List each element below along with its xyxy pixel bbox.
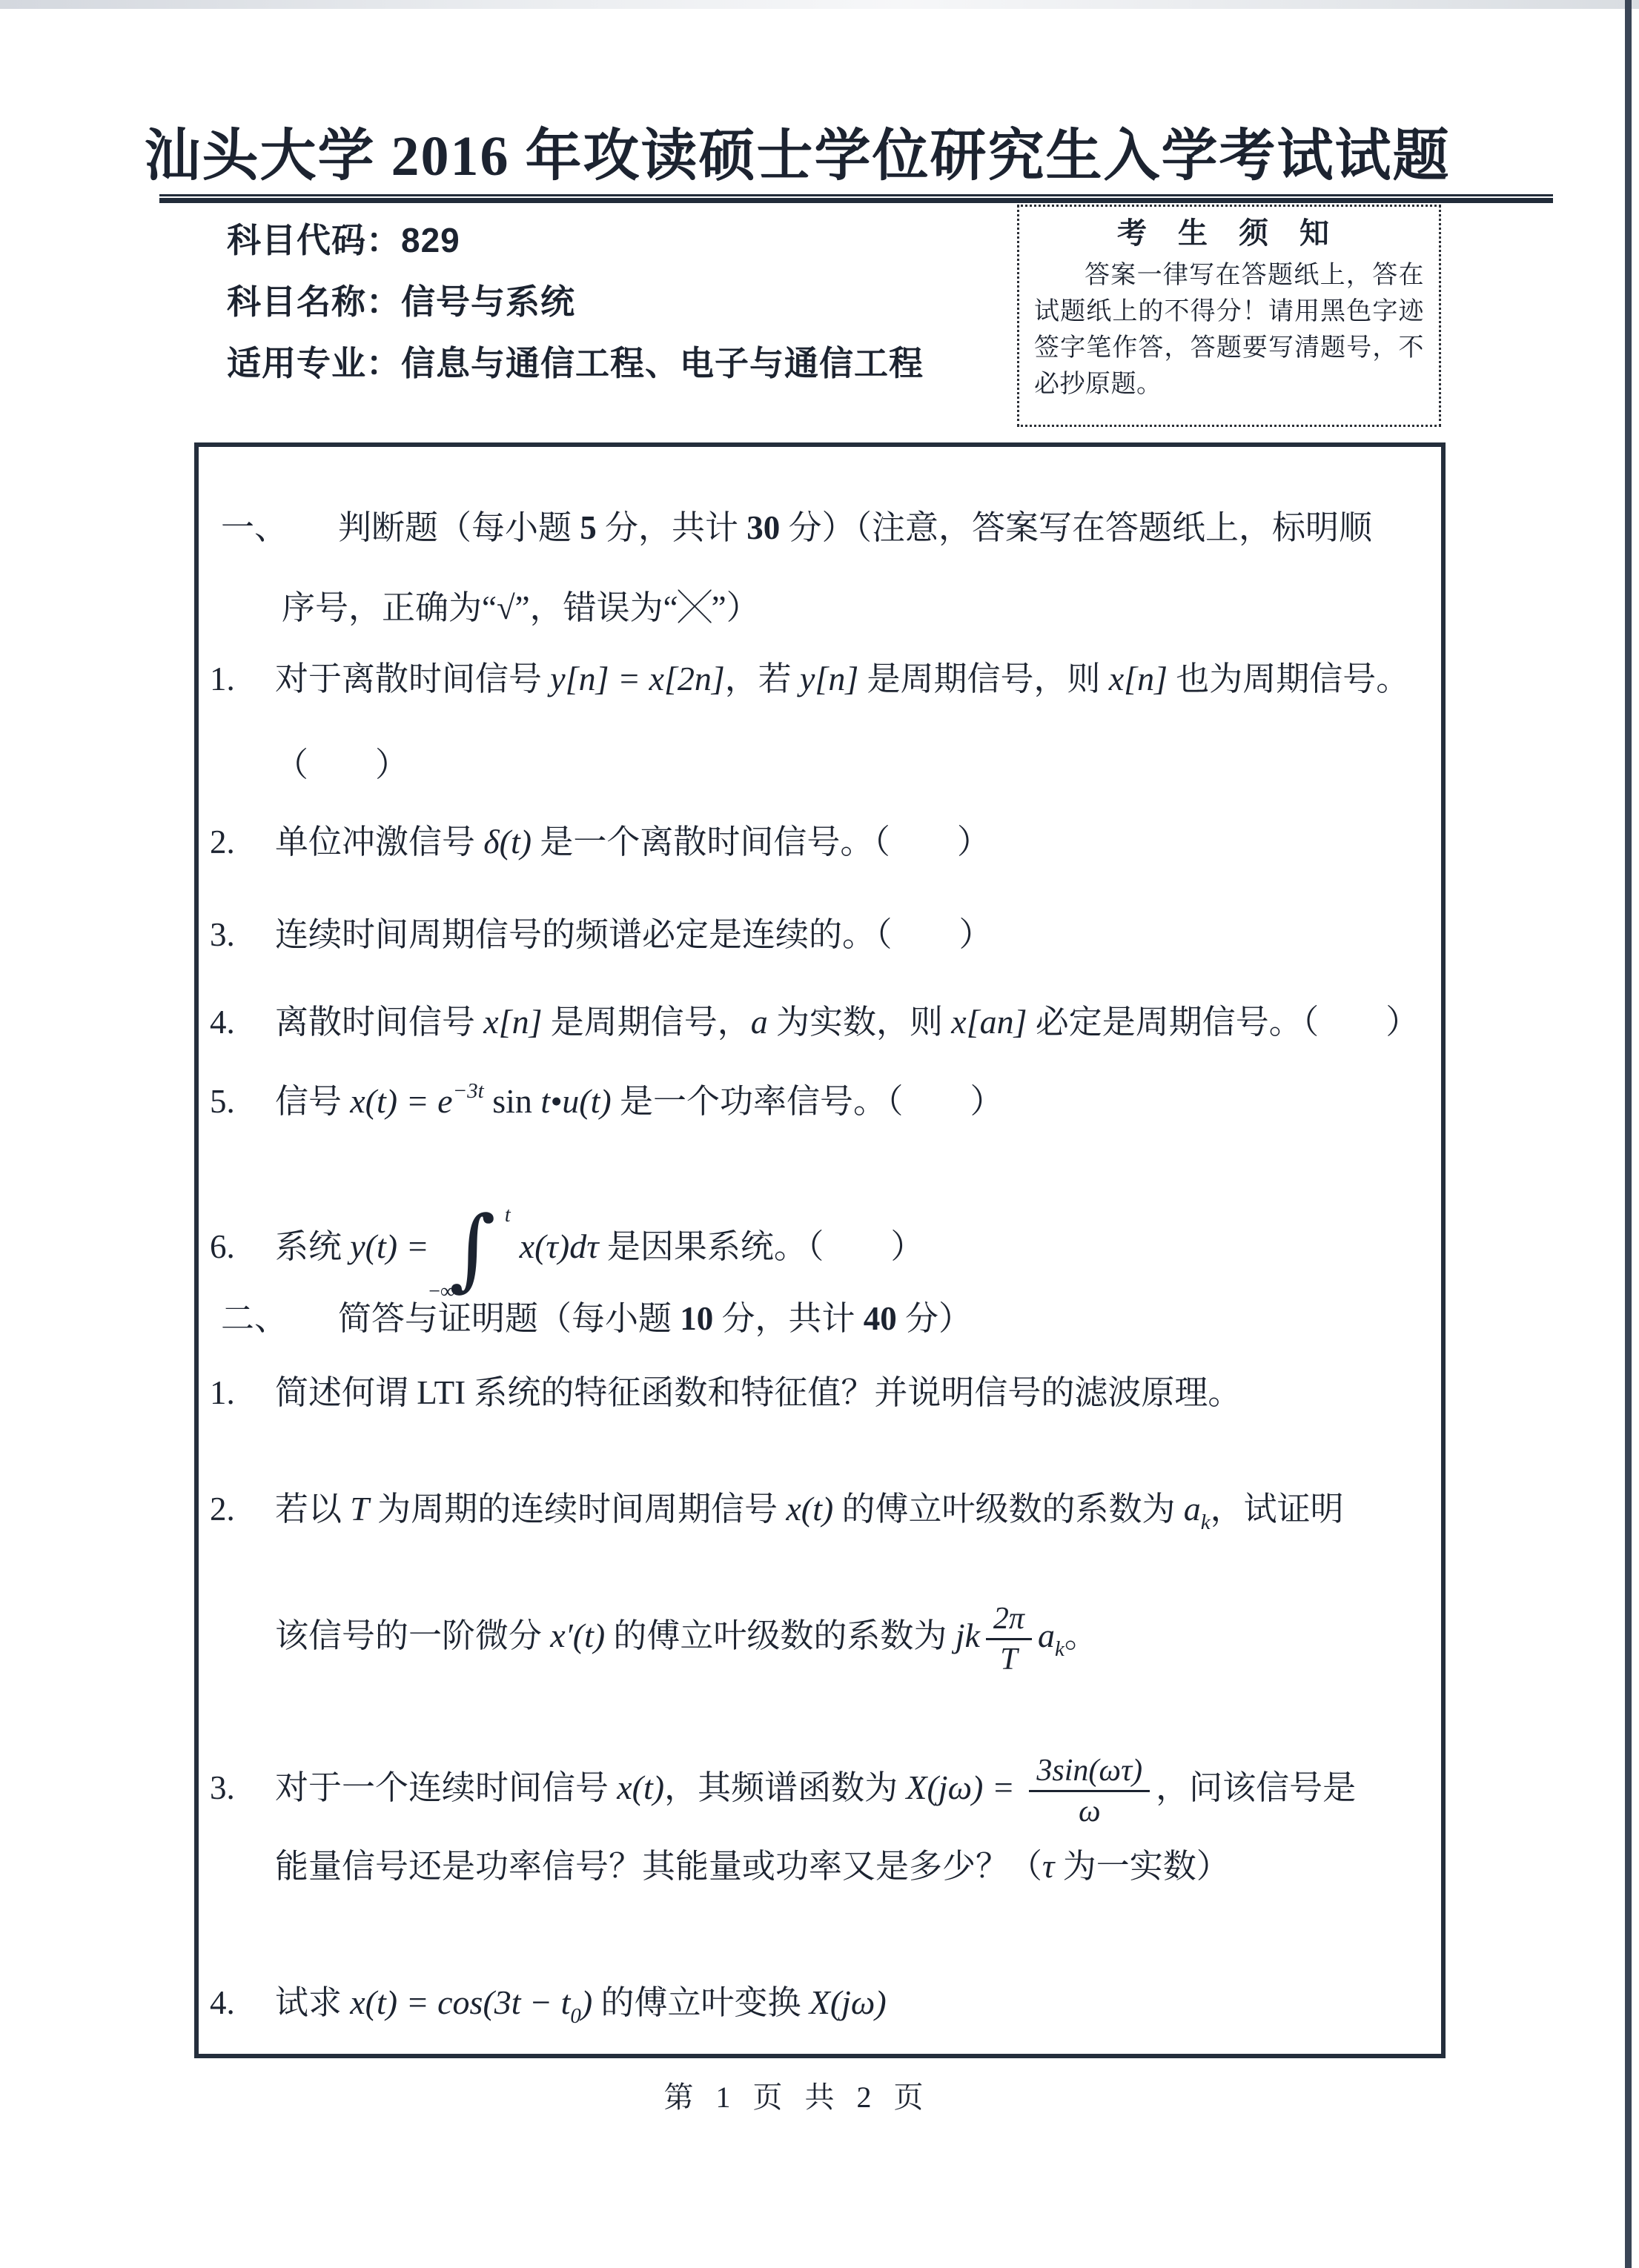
- section2-heading-b: 分，共计: [713, 1300, 864, 1337]
- q1-text-d: 也为周期信号。: [1168, 660, 1410, 697]
- q4-formula-1: x[n]: [483, 1003, 543, 1041]
- integral-lower-limit: −∞: [428, 1280, 455, 1303]
- section2-marker: 二、: [221, 1300, 288, 1337]
- s1-question-3: [199, 912, 1428, 958]
- q1-formula-1: y[n] = x[2n]: [550, 660, 725, 697]
- page-title: 汕头大学 2016 年攻读硕士学位研究生入学考试试题: [144, 125, 1451, 188]
- q6-formula-lhs: y(t) =: [350, 1227, 438, 1265]
- q4-text-a: 离散时间信号: [275, 1004, 484, 1041]
- integral-symbol: [428, 1198, 511, 1303]
- s2q3-tau: τ: [1042, 1847, 1055, 1885]
- s1-question-4: [199, 999, 1428, 1045]
- s2-question-4: [199, 1980, 1428, 2030]
- section1-heading-line2: 序号，正确为“√”，错误为“╳”）: [282, 589, 760, 626]
- title-underline: [159, 194, 1553, 203]
- q5-sin-operator: sin: [483, 1082, 541, 1120]
- q6-text-a: 系统: [275, 1227, 351, 1265]
- integral-upper-limit: t: [504, 1204, 511, 1227]
- integral-glyph: ∫: [449, 1198, 496, 1301]
- fraction-denominator: T: [1000, 1642, 1018, 1677]
- s2q3-spectrum-lhs: X(jω) =: [906, 1768, 1024, 1807]
- section2-points-per-item: 10: [680, 1300, 714, 1337]
- q1-text-c: 是周期信号，则: [858, 660, 1109, 697]
- subject-name-value: 信号与系统: [401, 282, 575, 321]
- question-number: 5.: [210, 1083, 235, 1120]
- subject-name-label: 科目名称：: [227, 282, 401, 321]
- scan-artifact-right-edge: [1625, 0, 1632, 2268]
- section1-heading-a: 判断题（每小题: [338, 509, 580, 546]
- s1-question-6: [199, 1198, 1428, 1303]
- q3-text-a: 连续时间周期信号的频谱必定是连续的。（ ）: [275, 916, 993, 953]
- question-number: 3.: [210, 916, 235, 953]
- q6-text-b: 是因果系统。（ ）: [598, 1227, 924, 1265]
- fraction-2pi-over-T: [986, 1601, 1032, 1678]
- s2q4-close-paren: ): [580, 1983, 593, 2021]
- page-number: 第 1 页 共 2 页: [663, 2080, 931, 2114]
- s2q2-coef-a2: a: [1037, 1617, 1055, 1655]
- q1-formula-3: x[n]: [1108, 660, 1168, 697]
- question-number: 6.: [210, 1227, 235, 1265]
- s2-question-3-line1: [199, 1753, 1428, 1830]
- s2q2-coef-a: a: [1183, 1490, 1201, 1528]
- section2-heading: [199, 1296, 1428, 1342]
- q4-text-c: 为实数，则: [767, 1004, 952, 1041]
- s2q2-formula-xt: x(t): [786, 1490, 834, 1528]
- majors-row: [227, 342, 924, 384]
- s1-question-2: [199, 819, 1428, 865]
- s2-question-2-line2: [199, 1601, 1428, 1678]
- fraction-numerator: 3sin(ωτ): [1029, 1753, 1150, 1792]
- s2q2-jk: jk: [955, 1617, 980, 1655]
- s2q3-text-a: 对于一个连续时间信号: [275, 1769, 617, 1807]
- s2q2-text-c: 的傅立叶级数的系数为: [833, 1491, 1184, 1528]
- question-number: 4.: [210, 1004, 235, 1041]
- question-number: 2.: [210, 1491, 235, 1528]
- q5-text-a: 信号: [275, 1083, 351, 1120]
- s2q3-formula-xt: x(t): [617, 1768, 665, 1807]
- q5-formula-base: x(t) = e: [350, 1082, 453, 1120]
- majors-value: 信息与通信工程、电子与通信工程: [401, 344, 924, 382]
- s2q2-text-g: 。: [1064, 1617, 1098, 1655]
- q1-formula-2: y[n]: [800, 660, 859, 697]
- s2-question-3-line2: [199, 1843, 1428, 1889]
- s2q4-Xjw: X(jω): [809, 1983, 887, 2021]
- s2q4-text-b: 的傅立叶变换: [592, 1984, 809, 2021]
- subject-code-value: 829: [401, 221, 460, 259]
- q5-exponent: −3t: [452, 1079, 484, 1103]
- section1-points-per-item: 5: [580, 509, 597, 546]
- q5-formula-tail: t•u(t): [540, 1082, 612, 1120]
- s2q2-text-b: 为周期的连续时间周期信号: [368, 1491, 787, 1528]
- fraction-denominator: ω: [1078, 1794, 1101, 1829]
- s2q1-text: 简述何谓 LTI 系统的特征函数和特征值？并说明信号的滤波原理。: [275, 1374, 1242, 1411]
- section1-total-points: 30: [746, 509, 781, 546]
- s2q2-coef-a2-sub: k: [1054, 1637, 1064, 1662]
- subject-code-row: [227, 219, 460, 261]
- s2q2-formula-T: T: [350, 1490, 369, 1528]
- q4-formula-3: x[an]: [951, 1003, 1027, 1041]
- s2q2-text-e: 该信号的一阶微分: [275, 1617, 551, 1655]
- q2-text-a: 单位冲激信号: [275, 823, 484, 861]
- q1-answer-blank: （ ）: [275, 746, 409, 783]
- subject-name-row: [227, 281, 575, 322]
- notice-box: [1017, 205, 1441, 427]
- q5-text-b: 是一个功率信号。（ ）: [611, 1083, 1004, 1120]
- section1-heading-text: [338, 509, 1372, 546]
- question-number: 2.: [210, 823, 235, 861]
- q1-text-b: ，若: [724, 660, 801, 697]
- section2-heading-a: 简答与证明题（每小题: [338, 1300, 681, 1337]
- question-number: 3.: [210, 1769, 235, 1807]
- s2q3-text-b: ，其频谱函数为: [664, 1769, 907, 1807]
- s1-question-1: [199, 656, 1428, 702]
- q6-integrand: x(τ)dτ: [519, 1227, 599, 1265]
- subject-code-label: 科目代码：: [227, 221, 401, 259]
- question-number: 1.: [210, 1374, 235, 1411]
- q2-text-b: 是一个离散时间信号。（ ）: [532, 823, 990, 861]
- fraction-3sin-over-omega: [1029, 1753, 1150, 1830]
- s2q2-text-d: ，试证明: [1210, 1491, 1344, 1528]
- section2-heading-text: [338, 1300, 972, 1337]
- s2q2-derivative: x′(t): [550, 1617, 606, 1655]
- q2-formula-1: δ(t): [483, 823, 532, 861]
- q4-formula-2: a: [750, 1003, 768, 1041]
- s2q4-t0-sub: 0: [570, 2004, 581, 2028]
- notice-body: 答案一律写在答题纸上，答在试题纸上的不得分！请用黑色字迹签字笔作答，答题要写清题号，不必抄原题。: [1034, 262, 1424, 398]
- scan-artifact-top: [0, 0, 1639, 9]
- section1-heading: [199, 505, 1428, 551]
- fraction-numerator: 2π: [986, 1601, 1032, 1640]
- question-box: [194, 442, 1446, 2058]
- section2-total-points: 40: [863, 1300, 897, 1337]
- s2q3-text-c: ，问该信号是: [1156, 1769, 1357, 1807]
- section2-heading-c: 分）: [896, 1300, 973, 1337]
- s2-question-2-line1: [199, 1486, 1428, 1536]
- q4-text-b: 是周期信号，: [542, 1004, 751, 1041]
- s2q3-text-d: 能量信号还是功率信号？其能量或功率又是多少？（: [275, 1848, 1043, 1885]
- s2q2-text-f: 的傅立叶级数的系数为: [605, 1617, 956, 1655]
- question-number: 4.: [210, 1984, 235, 2021]
- s2q2-text-a: 若以: [275, 1491, 351, 1528]
- q1-text-a: 对于离散时间信号: [275, 660, 551, 697]
- section1-heading-c: 分）（注意，答案写在答题纸上，标明顺: [780, 509, 1373, 546]
- s2q4-cos-formula: x(t) = cos(3t − t: [350, 1983, 571, 2021]
- majors-label: 适用专业：: [227, 344, 401, 382]
- q4-text-d: 必定是周期信号。（ ）: [1027, 1004, 1420, 1041]
- section1-marker: 一、: [221, 509, 288, 546]
- notice-title: 考 生 须 知: [1117, 216, 1341, 250]
- section1-heading-b: 分，共计: [596, 509, 747, 546]
- s2q2-coef-a-sub: k: [1200, 1511, 1211, 1534]
- s2q3-text-e: 为一实数）: [1054, 1848, 1230, 1885]
- s1-question-5: [199, 1078, 1428, 1129]
- question-number: 1.: [210, 660, 235, 697]
- s2q4-text-a: 试求: [275, 1984, 351, 2021]
- s2-question-1: [199, 1370, 1428, 1416]
